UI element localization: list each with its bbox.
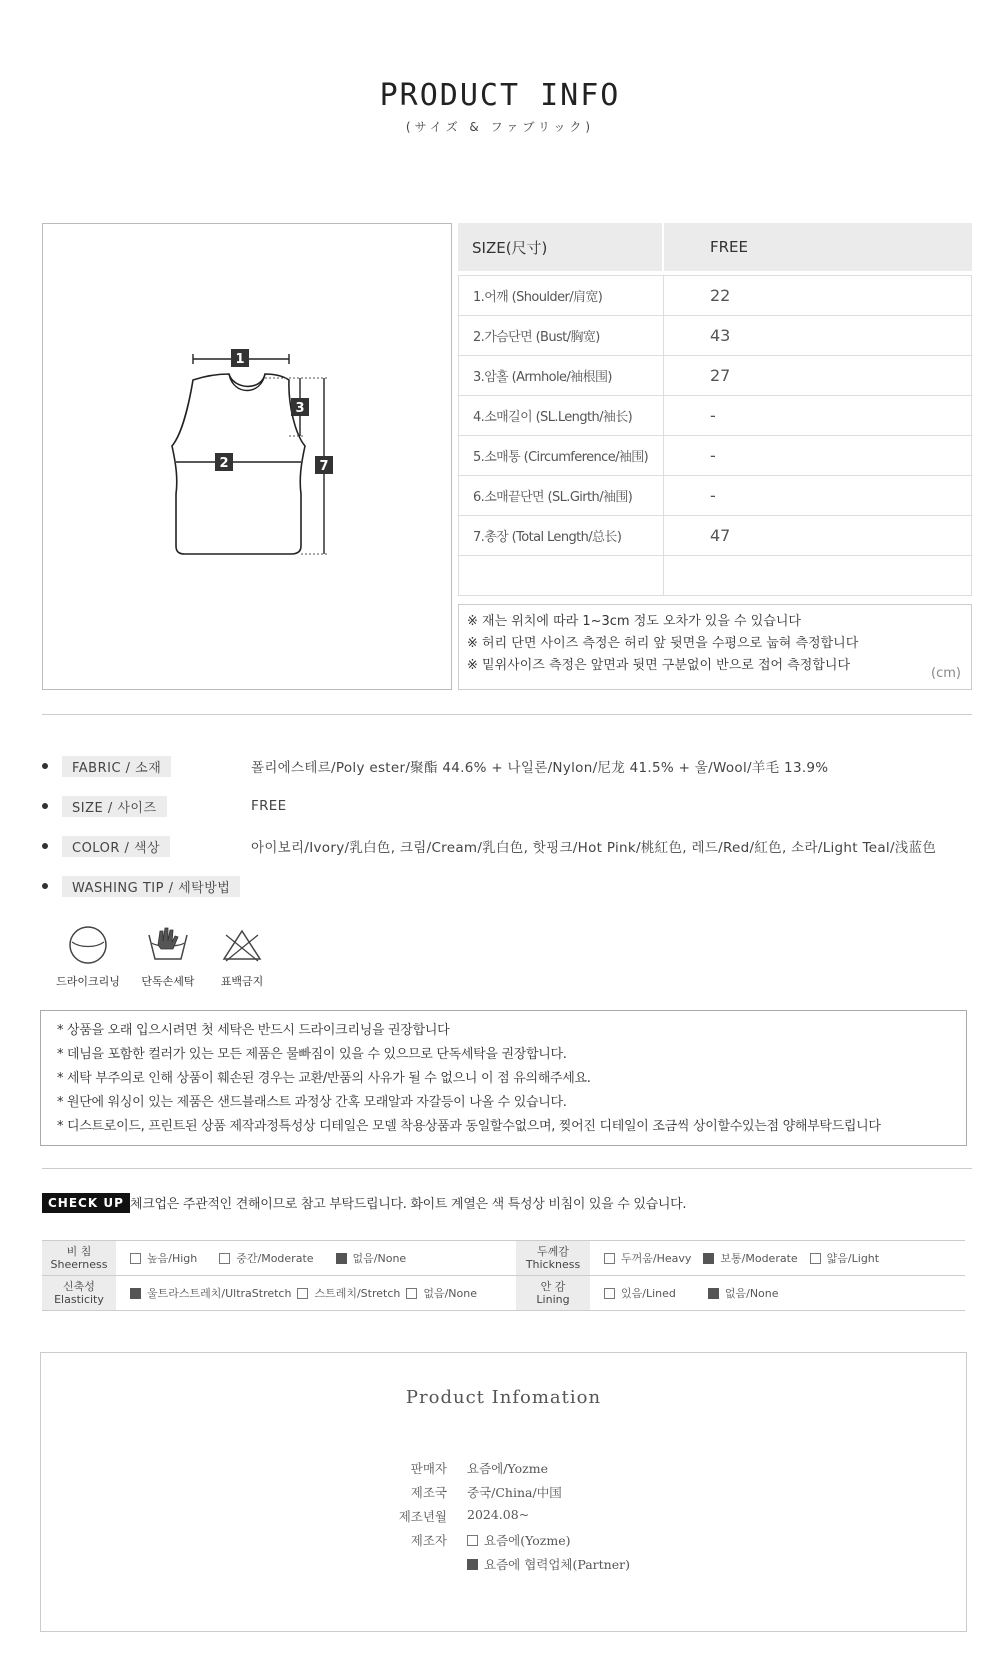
attr-options-elasticity	[116, 1276, 516, 1310]
checkbox-checked-icon	[708, 1288, 719, 1299]
size-header-label: SIZE(尺寸)	[458, 223, 664, 271]
option-label: 울트라스트레치/UltraStretch	[147, 1287, 292, 1300]
attr-label-en: Elasticity	[54, 1293, 104, 1306]
size-row-label: 4.소매길이 (SL.Length/袖长)	[459, 396, 664, 435]
product-information	[40, 1352, 967, 1632]
option-ultrastretch	[130, 1285, 291, 1301]
checkbox-icon	[604, 1288, 615, 1299]
spec-value: 폴리에스테르/Poly ester/聚酯 44.6% + 나일론/Nylon/尼龙 41.5% + 울/Wool/羊毛 13.9%	[251, 760, 829, 776]
info-maker	[375, 1531, 571, 1549]
size-row-value: -	[710, 446, 716, 465]
option-label: 보통/Moderate	[720, 1252, 798, 1265]
care-item: * 세탁 부주의로 인해 상품이 훼손된 경우는 교환/반품의 사유가 될 수 없으니 이 점 유의해주세요.	[57, 1071, 591, 1086]
checkbox-icon	[406, 1288, 417, 1299]
size-row-value: 43	[710, 326, 731, 345]
option-label: 스트레치/Stretch	[314, 1287, 401, 1300]
bullet-icon	[42, 803, 48, 809]
option-label: 얇음/Light	[826, 1252, 880, 1265]
attr-label-lining	[516, 1276, 590, 1310]
wash-dry-clean	[48, 925, 128, 989]
size-row-empty	[458, 556, 972, 596]
attr-options-sheerness	[116, 1241, 516, 1275]
size-row-total-length	[458, 516, 972, 556]
care-item: * 원단에 워싱이 있는 제품은 샌드블래스트 과정상 간혹 모래알과 자갈등이 나올 수 있습니다.	[57, 1095, 567, 1110]
note-item: ※ 재는 위치에 따라 1~3cm 정도 오차가 있을 수 있습니다	[467, 614, 801, 629]
size-row-sleeve-length	[458, 396, 972, 436]
spec-label: COLOR / 색상	[62, 836, 170, 857]
note-item: ※ 허리 단면 사이즈 측정은 허리 앞 뒷면을 수평으로 눕혀 측정합니다	[467, 636, 859, 651]
attr-label-ko: 안 감	[540, 1280, 566, 1293]
info-maker-partner	[467, 1555, 630, 1573]
size-header-value: FREE	[710, 238, 749, 256]
size-table	[458, 223, 972, 596]
option-none	[406, 1285, 477, 1301]
checkbox-icon	[130, 1253, 141, 1264]
size-row-bust	[458, 316, 972, 356]
wash-no-bleach	[202, 925, 282, 989]
size-row-armhole	[458, 356, 972, 396]
size-row-label: 5.소매통 (Circumference/袖围)	[459, 436, 664, 475]
option-stretch	[297, 1285, 400, 1301]
info-key: 판매자	[410, 1461, 447, 1476]
attr-label-en: Sheerness	[50, 1258, 108, 1271]
option-none	[708, 1285, 779, 1301]
info-value: 요즘에(Yozme)	[484, 1533, 571, 1548]
checkup-badge: CHECK UP	[42, 1193, 130, 1213]
spec-label: WASHING TIP / 세탁방법	[62, 876, 240, 897]
wash-label: 드라이크리닝	[56, 975, 120, 988]
attr-label-en: Lining	[536, 1293, 570, 1306]
info-date	[375, 1507, 529, 1525]
attr-row-2	[42, 1276, 965, 1311]
info-key: 제조자	[410, 1533, 447, 1548]
info-value: 요즘에 협력업체(Partner)	[484, 1557, 630, 1572]
wash-label: 표백금지	[220, 975, 264, 988]
spec-value: FREE	[251, 798, 287, 814]
measure-label-2-text: 2	[219, 456, 229, 471]
option-label: 없음/None	[423, 1287, 477, 1300]
info-key: 제조국	[410, 1485, 447, 1500]
option-label: 있음/Lined	[621, 1287, 676, 1300]
spec-washing	[42, 876, 972, 896]
wash-label: 단독손세탁	[141, 975, 195, 988]
care-item: * 데님을 포함한 컬러가 있는 모든 제품은 물빠짐이 있을 수 있으므로 단독세탁을 권장합니다.	[57, 1047, 567, 1062]
option-label: 없음/None	[724, 1287, 779, 1300]
attr-label-sheerness	[42, 1241, 116, 1275]
fabric-attributes-table	[42, 1240, 965, 1311]
size-row-sleeve-girth	[458, 476, 972, 516]
divider	[42, 714, 972, 715]
info-value: 요즘에/Yozme	[467, 1461, 548, 1476]
option-label: 높음/High	[147, 1252, 198, 1265]
option-moderate	[219, 1250, 313, 1266]
size-row-value: 22	[710, 286, 731, 305]
info-value: 2024.08~	[467, 1507, 530, 1522]
info-key: 제조년월	[398, 1509, 447, 1524]
size-row-value: -	[710, 406, 716, 425]
info-seller	[375, 1459, 548, 1477]
spec-size	[42, 796, 972, 816]
checkbox-checked-icon	[467, 1559, 478, 1570]
garment-diagram	[42, 223, 452, 690]
note-item: ※ 밑위사이즈 측정은 앞면과 뒷면 구분없이 반으로 접어 측정합니다	[467, 658, 851, 673]
page-subtitle: (サイズ & ファブリック)	[405, 120, 595, 134]
divider	[42, 1168, 972, 1169]
attr-row-1	[42, 1241, 965, 1276]
unit-label: (cm)	[931, 666, 961, 681]
checkbox-icon	[219, 1253, 230, 1264]
sleeveless-top-diagram	[43, 224, 451, 689]
bullet-icon	[42, 883, 48, 889]
measure-label-3-text: 3	[295, 401, 305, 416]
no-bleach-icon	[220, 925, 264, 965]
bullet-icon	[42, 843, 48, 849]
hand-wash-icon	[146, 925, 190, 965]
size-row-label: 2.가슴단면 (Bust/胸宽)	[459, 316, 664, 355]
spec-label: SIZE / 사이즈	[62, 796, 167, 817]
attr-label-ko: 신축성	[63, 1280, 95, 1293]
size-row-label: 6.소매끝단면 (SL.Girth/袖围)	[459, 476, 664, 515]
attr-label-en: Thickness	[525, 1258, 581, 1271]
spec-value: 아이보리/Ivory/乳白色, 크림/Cream/乳白色, 핫핑크/Hot Pink/桃紅色, 레드/Red/紅色, 소라/Light Teal/浅蓝色	[251, 840, 937, 856]
spec-label: FABRIC / 소재	[62, 756, 171, 777]
attr-label-thickness	[516, 1241, 590, 1275]
size-row-value: 47	[710, 526, 731, 545]
care-item: * 상품을 오래 입으시려면 첫 세탁은 반드시 드라이크리닝을 권장합니다	[57, 1023, 450, 1038]
attr-label-ko: 두께감	[537, 1245, 569, 1258]
info-origin	[375, 1483, 562, 1501]
size-row-label: 3.암홀 (Armhole/袖根围)	[459, 356, 664, 395]
spec-color	[42, 836, 972, 856]
option-light	[810, 1250, 879, 1266]
option-lined	[604, 1285, 676, 1301]
spec-fabric	[42, 756, 972, 776]
size-table-header	[458, 223, 972, 271]
option-moderate	[703, 1250, 797, 1266]
size-row-circumference	[458, 436, 972, 476]
info-value: 중국/China/中国	[467, 1485, 562, 1500]
size-row-label	[459, 556, 664, 595]
measure-label-7-text: 7	[319, 459, 329, 474]
option-label: 없음/None	[352, 1252, 407, 1265]
wash-hand-wash	[128, 925, 208, 989]
checkbox-icon	[297, 1288, 308, 1299]
page-title: PRODUCT INFO	[379, 78, 621, 113]
size-row-value: -	[710, 486, 716, 505]
care-item: * 디스트로이드, 프린트된 상품 제작과정특성상 디테일은 모델 착용상품과 동일할수없으며, 찢어진 디테일이 조금씩 상이할수있는점 양해부탁드립니다	[57, 1119, 881, 1134]
dry-clean-icon	[66, 925, 110, 965]
size-row-label: 7.총장 (Total Length/总长)	[459, 516, 664, 555]
attr-options-thickness	[590, 1241, 965, 1275]
checkbox-checked-icon	[336, 1253, 347, 1264]
option-none	[336, 1250, 407, 1266]
checkup-text: 체크업은 주관적인 견해이므로 참고 부탁드립니다. 화이트 계열은 색 특성상 비침이 있을 수 있습니다.	[130, 1197, 687, 1212]
checkbox-icon	[810, 1253, 821, 1264]
option-high	[130, 1250, 197, 1266]
measurement-notes	[458, 604, 972, 690]
attr-label-elasticity	[42, 1276, 116, 1310]
product-info-title: Product Infomation	[405, 1387, 602, 1408]
checkbox-checked-icon	[130, 1288, 141, 1299]
care-instructions	[40, 1010, 967, 1146]
checkbox-icon	[467, 1535, 478, 1546]
attr-options-lining	[590, 1276, 965, 1310]
option-label: 두꺼움/Heavy	[621, 1252, 692, 1265]
bullet-icon	[42, 763, 48, 769]
size-row-shoulder	[458, 275, 972, 316]
option-label: 중간/Moderate	[236, 1252, 314, 1265]
checkbox-icon	[604, 1253, 615, 1264]
attr-label-ko: 비 침	[66, 1245, 92, 1258]
measure-label-1-text: 1	[235, 352, 245, 367]
size-row-label: 1.어깨 (Shoulder/肩宽)	[459, 276, 664, 315]
size-row-value: 27	[710, 366, 731, 385]
option-heavy	[604, 1250, 691, 1266]
checkbox-checked-icon	[703, 1253, 714, 1264]
